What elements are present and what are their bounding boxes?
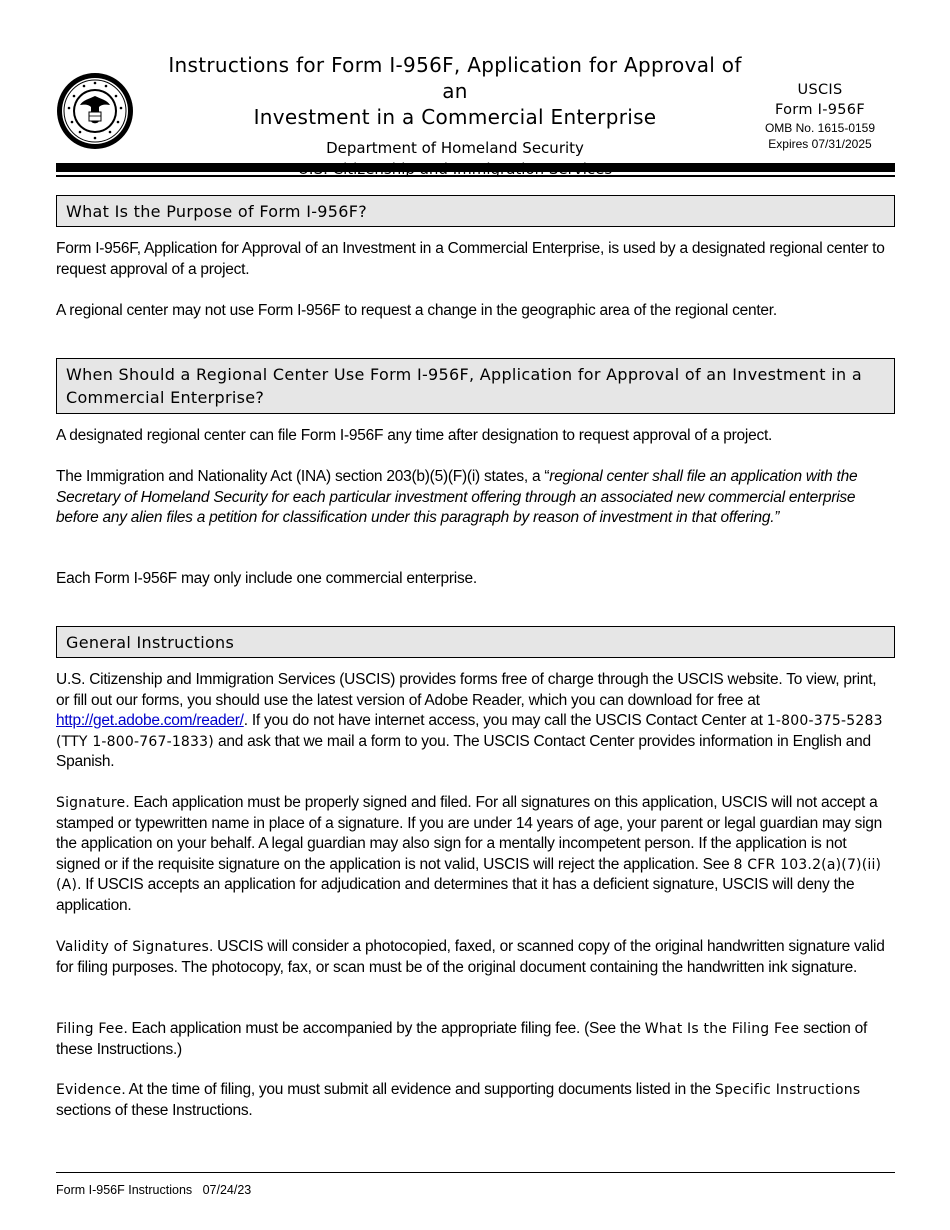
general-paragraph-forms (56, 670, 886, 773)
section-heading-text: General Instructions (66, 633, 235, 652)
filing-fee-section-reference: What Is the Filing Fee (644, 1021, 800, 1037)
evidence-text: sections of these Instructions. (56, 1101, 253, 1119)
validity-paragraph (56, 937, 886, 978)
adobe-reader-link[interactable]: http://get.adobe.com/reader/ (56, 712, 244, 729)
contact-center-phone: 1-800-375-5283 (TTY 1-800-767-1833) (56, 713, 883, 750)
cfr-reference: 8 CFR 103.2(a)(7)(ii)(A) (56, 856, 882, 893)
section-heading-text-line1: When Should a Regional Center Use Form I-956F, Application for Approval of an Investment in a (66, 365, 862, 384)
signature-label: Signature (56, 795, 126, 811)
general-text: U.S. Citizenship and Immigration Services (USCIS) provides forms free of charge through the USCIS website. To view, print, or fill out our forms, you should use the latest version of Adobe Reader, which you can download for free at (56, 671, 877, 709)
filing-fee-label: Filing Fee (56, 1021, 124, 1037)
form-id-block (750, 80, 890, 152)
purpose-paragraph-2: A regional center may not use Form I-956F to request a change in the geographic area of the regional center. (56, 302, 777, 319)
section-heading-when (56, 358, 895, 414)
page-footer: Form I-956F Instructions 07/24/23 (56, 1183, 252, 1197)
signature-text: . If USCIS accepts an application for adjudication and determines that it has a deficient signature, USCIS will deny the application. (56, 876, 855, 914)
footer-rule (56, 1172, 895, 1173)
department-name: Department of Homeland Security (326, 139, 584, 157)
document-title-line2: Investment in a Commercial Enterprise (253, 105, 657, 129)
specific-instructions-reference: Specific Instructions (714, 1082, 861, 1098)
section-heading-text-line2: Commercial Enterprise? (66, 388, 265, 407)
general-text: . If you do not have internet access, you may call the USCIS Contact Center at (243, 712, 767, 729)
evidence-label: Evidence (56, 1082, 122, 1098)
filing-fee-text: . Each application must be accompanied by the appropriate filing fee. (See the (123, 1020, 645, 1037)
section-heading-general (56, 626, 895, 658)
section-heading-text: What Is the Purpose of Form I-956F? (66, 202, 368, 221)
general-text: and ask that we mail a form to you. The USCIS Contact Center provides information in English and Spanish. (56, 732, 871, 770)
when-paragraph-1: A designated regional center can file Form I-956F any time after designation to request approval of a project. (56, 427, 773, 444)
section-heading-purpose (56, 195, 895, 227)
header-rule-thick (56, 163, 895, 172)
validity-text: . USCIS will consider a photocopied, faxed, or scanned copy of the original handwritten signature valid for filing purposes. The photocopy, fax, or scan must be of the original document containing the handwritten ink signature. (56, 938, 885, 976)
title-block (160, 52, 750, 180)
filing-fee-paragraph (56, 1019, 886, 1060)
header-rule-thin (56, 175, 895, 177)
ina-lead-text: The Immigration and Nationality Act (INA) section 203(b)(5)(F)(i) states, a “ (56, 468, 550, 485)
document-title-line1: Instructions for Form I-956F, Application for Approval of an (168, 53, 742, 103)
signature-text: . Each application must be properly signed and filed. For all signatures on this application, USCIS will not accept a stamped or typewritten name in place of a signature. If you are under 14 years of age, your parent or legal guardian may sign the application on your behalf. A legal guardian may also sign for a mentally incompetent person. If the application is not signed or if the requisite signature on the application is not valid, USCIS will reject the application. See (56, 794, 883, 873)
signature-paragraph (56, 793, 886, 916)
evidence-paragraph (56, 1080, 886, 1121)
expiration-date: Expires 07/31/2025 (768, 137, 872, 151)
evidence-text: . At the time of filing, you must submit all evidence and supporting documents listed in the (121, 1081, 715, 1098)
form-number: Form I-956F (775, 102, 865, 118)
ina-quote-text: regional center shall file an application with the Secretary of Homeland Security for each particular investment offering through an associated new commercial enterprise before any alien files a petition for classification under this paragraph by reason of investment in that offering.” (56, 468, 858, 526)
validity-label: Validity of Signatures (56, 939, 210, 955)
agency-abbreviation: USCIS (797, 82, 843, 98)
omb-number: OMB No. 1615-0159 (764, 121, 876, 135)
filing-fee-text: section of these Instructions.) (56, 1020, 868, 1058)
when-paragraph-3: Each Form I-956F may only include one commercial enterprise. (56, 570, 477, 587)
dhs-seal-icon (56, 72, 134, 150)
when-paragraph-ina-quote (56, 467, 886, 529)
purpose-paragraph-1: Form I-956F, Application for Approval of an Investment in a Commercial Enterprise, is used by a designated regional center to request approval of a project. (56, 240, 885, 278)
page-header (0, 0, 950, 180)
